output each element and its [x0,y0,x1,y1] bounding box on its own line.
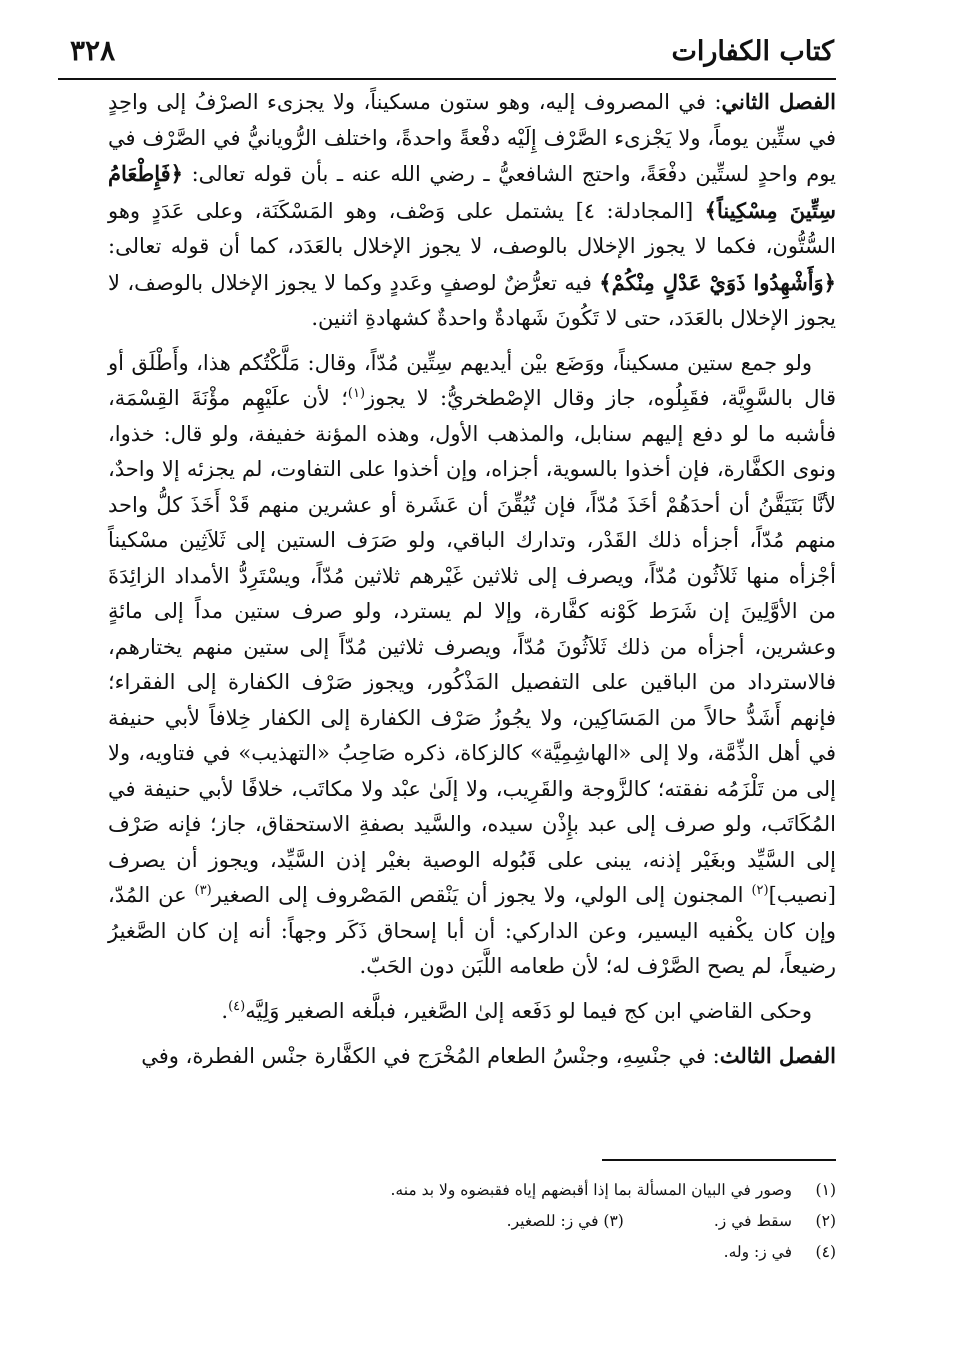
text-run: ؛ لأن علَيْهِم مؤْنَةَ القِسْمَة، فأشبه ما لو دفع إليهم سنابل، والمذهب الأول، وهذه المؤنة خفيفة، ولو قال: خذوا، ونوى الكفَّارة، فإن أخذوا بالسوية، أجزاه، وإن أخذوا على التفاوت، لم يجزئه إلا واحدٌ، لأنَّا بَتَيَقَّنُ أن أحدَهُمْ أخَذَ مُدّاً، فإن تُيُقِّنَ أن عَشَرة أو عشرين منهم قَدْ أَخَذَ كلُّ واحد منهم مُدّاً، أجزأه ذلك القَدْر، وتدارك الباقي، ولو صَرَف الستين إلى ثَلاَثِين مسْكيناً أجْزأه منها ثَلاَثُون مُدّاً، ويصرف إلى ثلاثين غَيْرهم ثلاثين مُدّاً، ويسْتَرِدُّ الأمداد الزائِدَةَ من الأوَّلِينَ إن شَرَط كَوْنه كفَّارة، وإلا لم يسترد، ولو صرف ستين مداً إلى مائةٍ وعشرين، أجزأه من ذلك ثَلاَثُونَ مُدّاً، ويصرف ثلاثين مُدّاً إلى ستين منهم يختارهم، فالاسترداد من الباقين على التفصيل المَذْكُور، ويجوز صَرْف الكفارة إلى الفقراء؛ فإنهم أَشَدُّ حالاً من المَسَاكِين، ولا يجُوزُ صَرْف الكفارة إلى الكفار خِلافاً لأبي حنيفة في أهل الذِّمَّة، ولا إلى «الهاشِمِيَّة» كالزكاة، ذكره صَاحِبُ «التهذيب» في فتاويه، ولا إلى من تَلْزَمُه نفقته؛ كالزَّوجة والقَرِيب، ولا إلَىٰ عبْد ولا مكاتَب، خلافًا لأبي حنيفة في المُكَاتَب، ولو صرف إلى عبد بإِذْن سيده، والسَّيد بصفةِ الاستحقاق، جاز؛ فإنه صَرْف إلى السَّيِّد وبغَيْر إذنه، يبنى على قَبُوله الوصية بغيْر إذن السَّيِّد، ويجوز أن يصرف [نصيب] [108,386,836,907]
footnote-ref[interactable]: (٢) [751,883,769,898]
text-run: : في جنْسِهِ، وجنْسُ الطعام المُخْرَج في الكفَّارة جنْس الفطرة، وفي [141,1044,720,1068]
text-run: وحكى القاضي ابن كج فيما لو دَفَعه إلىٰ الصَّغير، فبلَّغه الصغير وَلِيَّه [245,998,812,1023]
text-run: : في المصروف إليه، وهو ستون مسكيناً، ولا يجزىء الصرْفُ إلى واحِدٍ في ستِّين يوماً، ولا يَجْزىء الصَّرْف إِلَيْه دفْعةً واحدةً، واختلف الرُّويانيُّ في الصَّرْف في يوم واحدٍ لستِّين دفْعَةً، واحتج الشافعيُّ ـ رضي الله عنه ـ بأن قوله تعالى: [108,90,836,186]
footnote-text: سقط في ز. [713,1212,792,1230]
text-run: عن المُدّ، وإن كان يكْفيه اليسير، وعن الداركي: أن أبا إسحاق ذَكَر وجهاً: أنه إن كان الصَّغيرُ رضيعاً، لم يصح الصَّرْف له؛ لأن طعامه اللَّبَن دون الحَبّ. [108,883,836,978]
footnote-ref[interactable]: (٤) [228,998,246,1014]
text-run: المجنون إلى الولي، ولا يجوز أن يَنْقص المَصْروف إلى الصغير [211,883,744,907]
text-run: [المجادلة: ٤] يشتمل على وَصْف، وهو المَسْكَنَة، وعلى عَدَدٍ وهو السُّتُّون، فكما لا يجوز الإخلال بالوصف، لا يجوز الإخلال بالعَدَد، كما أن قوله تعالى: [108,198,836,258]
running-title: كتاب الكفارات [671,36,834,67]
footnote-ref[interactable]: (١) [347,386,366,401]
page-number: ٣٢٨ [70,34,116,67]
paragraph-section-three [108,1038,836,1075]
footnote-3: (٣) في ز: للصغير. [506,1212,624,1230]
footnote-4 [150,1237,836,1268]
paragraph [108,346,836,985]
footnote-ref[interactable]: (٣) [194,883,212,898]
text-run: فيه تعرُّضٌ لوصفٍ وعَددٍ وكما لا يجوز الإخلال بالوصف، لا يجوز الإخلال بالعَدَد، حتى لا تَكُونَ شَهادةٌ واحدةٌ كشهادةِ اثنين. [108,270,836,330]
footnotes [150,1175,836,1268]
quran-quote: ﴿فَإِطْعَامُ سِتِّينَ مِسْكِيناً﴾ [108,161,836,223]
footnote-number: (١) [815,1181,836,1199]
text-run: . [221,998,229,1023]
section-heading: الفصل الثالث [719,1043,836,1068]
paragraph [108,994,836,1030]
footnote-text: في ز: وله. [723,1243,792,1261]
footnote-1 [150,1175,836,1206]
footnote-text: وصور في البيان المسألة بما إذا أقبضهم إياه فقبضوه ولا بد منه. [390,1181,792,1199]
page-header [58,24,836,80]
section-heading: الفصل الثاني [721,89,836,114]
footnote-number: (٤) [815,1243,836,1261]
text-run: ولو جمع ستين مسكيناً، ووَضَع بيْن أيديهم سِتِّين مُدّاً، وقال: مَلَّكْتُكم هذا، وأَطْلَق أو قال بالسَّوِيَّة، فقَبِلُوه، جاز وقال الإصْطخريُّ: لا يجوز [108,350,837,410]
footnote-2-3 [150,1206,836,1237]
main-text [108,84,836,1084]
footnote-number: (٢) [815,1212,836,1230]
paragraph-section-two [108,84,836,337]
footnote-divider [602,1159,836,1161]
quran-quote: ﴿وَأَشْهِدُوا ذَوَيْ عَدْلٍ مِنْكُمْ﴾ [599,269,836,295]
